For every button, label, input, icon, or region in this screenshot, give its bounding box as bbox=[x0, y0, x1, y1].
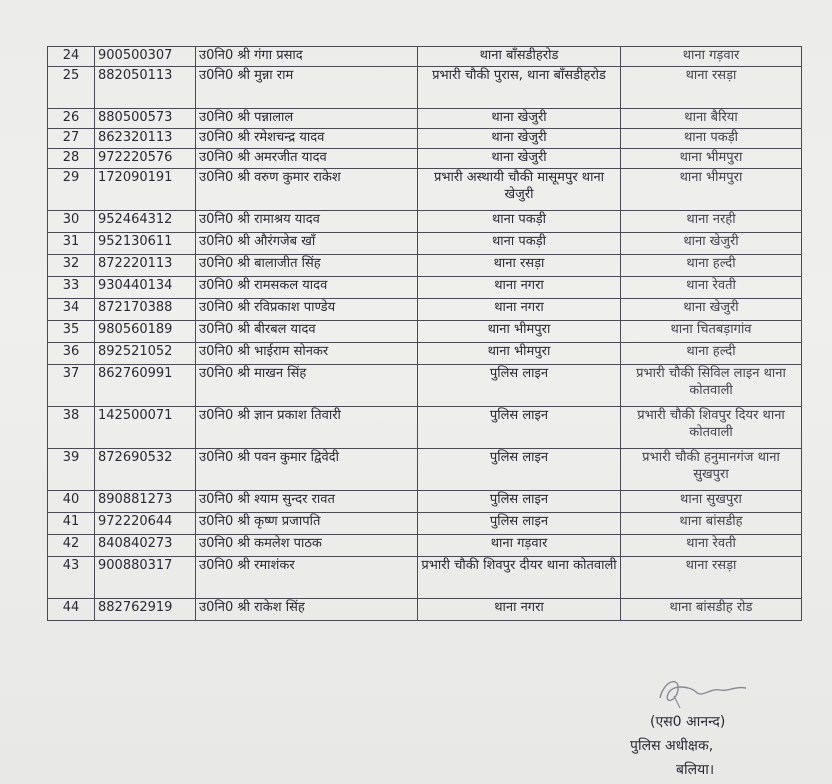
row-employee-number: 890881273 bbox=[95, 491, 196, 513]
officer-district: बलिया। bbox=[676, 762, 715, 778]
table-row bbox=[48, 109, 802, 129]
row-employee-number: 972220576 bbox=[95, 149, 196, 169]
row-current-posting: थाना भीमपुरा bbox=[418, 321, 621, 343]
row-employee-number: 872170388 bbox=[95, 299, 196, 321]
row-officer-name: उ0नि0 श्री माखन सिंह bbox=[196, 365, 418, 407]
row-current-posting: थाना भीमपुरा bbox=[418, 343, 621, 365]
row-officer-name: उ0नि0 श्री रमाशंकर bbox=[196, 557, 418, 599]
row-serial: 29 bbox=[48, 169, 95, 211]
row-current-posting: थाना बाँसडीहरोड bbox=[418, 47, 621, 67]
row-officer-name: उ0नि0 श्री कृष्ण प्रजापति bbox=[196, 513, 418, 535]
row-serial: 26 bbox=[48, 109, 95, 129]
row-transfer-posting: थाना भीमपुरा bbox=[621, 149, 802, 169]
row-officer-name: उ0नि0 श्री वरुण कुमार राकेश bbox=[196, 169, 418, 211]
row-employee-number: 872690532 bbox=[95, 449, 196, 491]
row-transfer-posting: थाना बांसडीह रोड bbox=[621, 599, 802, 621]
row-serial: 33 bbox=[48, 277, 95, 299]
row-employee-number: 952130611 bbox=[95, 233, 196, 255]
row-officer-name: उ0नि0 श्री भाईराम सोनकर bbox=[196, 343, 418, 365]
row-current-posting: थाना नगरा bbox=[418, 277, 621, 299]
table-row bbox=[48, 277, 802, 299]
handwritten-signature bbox=[650, 668, 760, 714]
row-officer-name: उ0नि0 श्री रामसकल यादव bbox=[196, 277, 418, 299]
table-row bbox=[48, 67, 802, 109]
row-officer-name: उ0नि0 श्री राकेश सिंह bbox=[196, 599, 418, 621]
row-serial: 30 bbox=[48, 211, 95, 233]
row-officer-name: उ0नि0 श्री मुन्ना राम bbox=[196, 67, 418, 109]
row-employee-number: 882762919 bbox=[95, 599, 196, 621]
table-row bbox=[48, 557, 802, 599]
row-officer-name: उ0नि0 श्री गंगा प्रसाद bbox=[196, 47, 418, 67]
table-row bbox=[48, 233, 802, 255]
row-officer-name: उ0नि0 श्री पन्नालाल bbox=[196, 109, 418, 129]
row-serial: 27 bbox=[48, 129, 95, 149]
row-officer-name: उ0नि0 श्री बीरबल यादव bbox=[196, 321, 418, 343]
row-transfer-posting: थाना सुखपुरा bbox=[621, 491, 802, 513]
table-row bbox=[48, 169, 802, 211]
row-current-posting: थाना नगरा bbox=[418, 299, 621, 321]
row-employee-number: 882050113 bbox=[95, 67, 196, 109]
signature-block bbox=[630, 710, 830, 782]
row-serial: 24 bbox=[48, 47, 95, 67]
row-transfer-posting: थाना बैरिया bbox=[621, 109, 802, 129]
table-row bbox=[48, 343, 802, 365]
row-employee-number: 172090191 bbox=[95, 169, 196, 211]
row-current-posting: पुलिस लाइन bbox=[418, 513, 621, 535]
row-current-posting: पुलिस लाइन bbox=[418, 449, 621, 491]
row-officer-name: उ0नि0 श्री बालाजीत सिंह bbox=[196, 255, 418, 277]
table-row bbox=[48, 449, 802, 491]
row-officer-name: उ0नि0 श्री कमलेश पाठक bbox=[196, 535, 418, 557]
table-row bbox=[48, 129, 802, 149]
row-employee-number: 880500573 bbox=[95, 109, 196, 129]
table-row bbox=[48, 491, 802, 513]
row-serial: 28 bbox=[48, 149, 95, 169]
row-transfer-posting: प्रभारी चौकी सिविल लाइन थाना कोतवाली bbox=[621, 365, 802, 407]
officer-designation: पुलिस अधीक्षक, bbox=[630, 738, 714, 754]
table-row bbox=[48, 211, 802, 233]
row-employee-number: 972220644 bbox=[95, 513, 196, 535]
row-transfer-posting: थाना भीमपुरा bbox=[621, 169, 802, 211]
row-officer-name: उ0नि0 श्री अमरजीत यादव bbox=[196, 149, 418, 169]
row-transfer-posting: थाना खेजुरी bbox=[621, 299, 802, 321]
row-employee-number: 930440134 bbox=[95, 277, 196, 299]
row-transfer-posting: थाना पकड़ी bbox=[621, 129, 802, 149]
row-current-posting: थाना रसड़ा bbox=[418, 255, 621, 277]
row-employee-number: 840840273 bbox=[95, 535, 196, 557]
row-current-posting: थाना गड़वार bbox=[418, 535, 621, 557]
row-transfer-posting: थाना हल्दी bbox=[621, 343, 802, 365]
table-row bbox=[48, 599, 802, 621]
row-employee-number: 862320113 bbox=[95, 129, 196, 149]
table-row bbox=[48, 365, 802, 407]
row-current-posting: पुलिस लाइन bbox=[418, 491, 621, 513]
row-current-posting: प्रभारी अस्थायी चौकी मासूमपुर थाना खेजुरी bbox=[418, 169, 621, 211]
row-serial: 39 bbox=[48, 449, 95, 491]
row-current-posting: थाना पकड़ी bbox=[418, 211, 621, 233]
transfer-table bbox=[47, 46, 802, 621]
row-current-posting: थाना पकड़ी bbox=[418, 233, 621, 255]
row-current-posting: पुलिस लाइन bbox=[418, 407, 621, 449]
row-officer-name: उ0नि0 श्री ज्ञान प्रकाश तिवारी bbox=[196, 407, 418, 449]
row-officer-name: उ0नि0 श्री श्याम सुन्दर रावत bbox=[196, 491, 418, 513]
row-serial: 44 bbox=[48, 599, 95, 621]
row-employee-number: 980560189 bbox=[95, 321, 196, 343]
table-row bbox=[48, 407, 802, 449]
row-transfer-posting: थाना चितबड़ागांव bbox=[621, 321, 802, 343]
table-row bbox=[48, 149, 802, 169]
row-officer-name: उ0नि0 श्री रामाश्रय यादव bbox=[196, 211, 418, 233]
row-serial: 43 bbox=[48, 557, 95, 599]
row-officer-name: उ0नि0 श्री रमेशचन्द्र यादव bbox=[196, 129, 418, 149]
row-employee-number: 900880317 bbox=[95, 557, 196, 599]
table-row bbox=[48, 299, 802, 321]
row-employee-number: 862760991 bbox=[95, 365, 196, 407]
officer-name: (एस0 आनन्द) bbox=[650, 714, 726, 730]
row-serial: 32 bbox=[48, 255, 95, 277]
row-transfer-posting: प्रभारी चौकी हनुमानगंज थाना सुखपुरा bbox=[621, 449, 802, 491]
row-serial: 37 bbox=[48, 365, 95, 407]
row-serial: 40 bbox=[48, 491, 95, 513]
row-serial: 34 bbox=[48, 299, 95, 321]
row-transfer-posting: थाना खेजुरी bbox=[621, 233, 802, 255]
row-officer-name: उ0नि0 श्री पवन कुमार द्विवेदी bbox=[196, 449, 418, 491]
row-serial: 35 bbox=[48, 321, 95, 343]
row-employee-number: 900500307 bbox=[95, 47, 196, 67]
row-employee-number: 952464312 bbox=[95, 211, 196, 233]
row-current-posting: थाना नगरा bbox=[418, 599, 621, 621]
table-row bbox=[48, 535, 802, 557]
row-officer-name: उ0नि0 श्री औरंगजेब खाँ bbox=[196, 233, 418, 255]
row-transfer-posting: थाना गड़वार bbox=[621, 47, 802, 67]
row-serial: 38 bbox=[48, 407, 95, 449]
transfer-table-body bbox=[48, 47, 802, 621]
row-current-posting: थाना खेजुरी bbox=[418, 129, 621, 149]
row-serial: 42 bbox=[48, 535, 95, 557]
row-current-posting: प्रभारी चौकी शिवपुर दीयर थाना कोतवाली bbox=[418, 557, 621, 599]
row-current-posting: पुलिस लाइन bbox=[418, 365, 621, 407]
row-current-posting: प्रभारी चौकी पुरास, थाना बाँसडीहरोड bbox=[418, 67, 621, 109]
row-transfer-posting: थाना रेवती bbox=[621, 277, 802, 299]
row-transfer-posting: थाना नरही bbox=[621, 211, 802, 233]
table-row bbox=[48, 321, 802, 343]
row-transfer-posting: थाना रसड़ा bbox=[621, 557, 802, 599]
row-current-posting: थाना खेजुरी bbox=[418, 149, 621, 169]
row-officer-name: उ0नि0 श्री रविप्रकाश पाण्डेय bbox=[196, 299, 418, 321]
row-employee-number: 142500071 bbox=[95, 407, 196, 449]
table-row bbox=[48, 255, 802, 277]
row-transfer-posting: प्रभारी चौकी शिवपुर दियर थाना कोतवाली bbox=[621, 407, 802, 449]
row-current-posting: थाना खेजुरी bbox=[418, 109, 621, 129]
row-serial: 31 bbox=[48, 233, 95, 255]
row-serial: 41 bbox=[48, 513, 95, 535]
row-transfer-posting: थाना रेवती bbox=[621, 535, 802, 557]
row-employee-number: 872220113 bbox=[95, 255, 196, 277]
table-row bbox=[48, 47, 802, 67]
row-serial: 36 bbox=[48, 343, 95, 365]
row-transfer-posting: थाना हल्दी bbox=[621, 255, 802, 277]
row-transfer-posting: थाना बांसडीह bbox=[621, 513, 802, 535]
row-transfer-posting: थाना रसड़ा bbox=[621, 67, 802, 109]
row-serial: 25 bbox=[48, 67, 95, 109]
row-employee-number: 892521052 bbox=[95, 343, 196, 365]
table-row bbox=[48, 513, 802, 535]
